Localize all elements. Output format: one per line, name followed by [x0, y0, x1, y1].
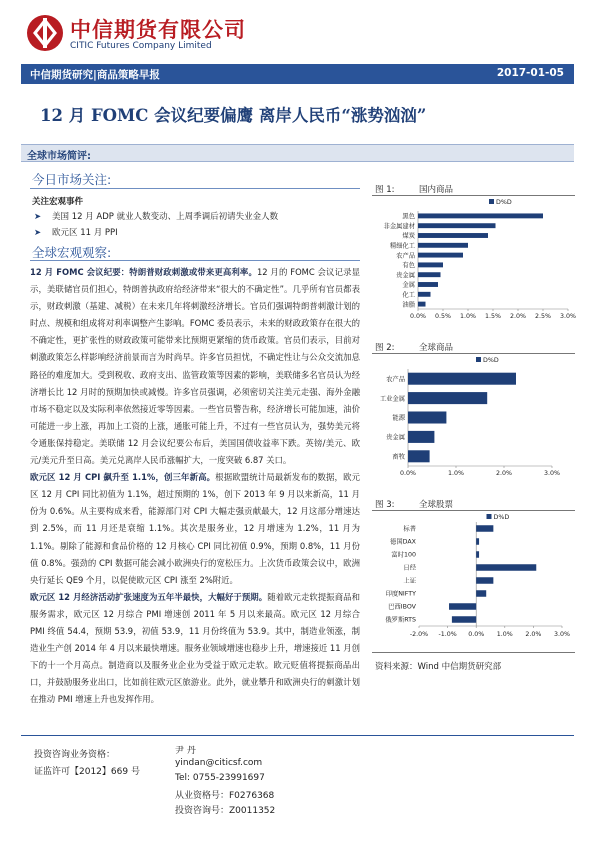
- bar: [408, 373, 516, 385]
- legend-swatch: [489, 199, 494, 204]
- footer-rule: [21, 735, 574, 736]
- analyst-qualification: 从业资格号：F0276368: [175, 791, 275, 801]
- bar: [476, 538, 479, 545]
- x-tick-label: 3.0%: [554, 631, 570, 638]
- category-label: 金属: [402, 281, 415, 289]
- arrow-bullet-icon: ➤: [34, 228, 42, 238]
- category-label: 化工: [402, 291, 415, 299]
- macro-paragraph: [30, 264, 360, 469]
- category-label: 有色: [402, 262, 415, 270]
- bar: [476, 564, 536, 571]
- bar: [418, 282, 438, 287]
- category-label: 贵金属: [386, 434, 405, 442]
- bar: [418, 253, 463, 258]
- footer-license: 证监许可【2012】669 号: [34, 767, 140, 777]
- paragraph-text: 随着欧元走软提振商品和服务需求，欧元区 12 月综合 PMI 增速创 2011 年 5 月以来最高。欧元区 12 月综合 PMI 终值 54.4，预期 53.9，初值 53.9，11 月份终值为 53.9。其中，制造业领涨，制造业生产创 2014 年 4 月以来最快增速。服务业领域增速也稳步上升，增速接近 11 月创下的十一个月高点。制造商以及服务业企业为受益于欧元走软。欧元贬值将提振商品出口，并鼓励服务业出口，比如前往欧元区旅游业。此外，就业攀升和欧洲央行的刺激计划在推动 PMI 增速上升也发挥作用。: [30, 591, 361, 705]
- category-label: 工业金属: [379, 395, 405, 403]
- footer-license: 投资咨询业务资格：: [34, 750, 116, 760]
- bar: [418, 223, 496, 228]
- x-tick-label: 2.5%: [535, 313, 551, 320]
- category-label: 上证: [403, 577, 416, 585]
- logo-text-cn: 中信期货有限公司: [70, 18, 246, 42]
- bar: [418, 243, 468, 248]
- figure-1-chart: [372, 197, 575, 330]
- macro-rule: [30, 260, 360, 261]
- x-tick-label: 0.0%: [468, 631, 485, 638]
- data-source: 资料来源：Wind 中信期货研究部: [375, 662, 502, 672]
- category-label: 油脂: [402, 301, 415, 309]
- category-label: 农产品: [396, 252, 415, 260]
- legend-swatch: [487, 514, 492, 519]
- banner-date: 2017-01-05: [496, 67, 564, 79]
- paragraph-lead: 欧元区 12 月 CPI 飙升至 1.1%，创三年新高。: [30, 472, 216, 483]
- paragraph-text: 12 月的 FOMC 会议记录显示，美联储官员们担心，特朗普执政府给经济带来“很大的不确定性”。几乎所有官员都表示，财政刺激（基建、减税）在未来几年将刺激经济增长。官员们强调特朗普刺激计划的时点、规模和组成将对利率调整产生影响。FOMC 委员表示，未来的财政政策存在很大的不确定性，更扩张性的财政政策可能带来比预期更紧缩的货币政策。官员们表示，目前对刺激政策怎么样影响经济前景而言为时尚早。许多官员担忧，不确定性让与公众交流加息路径的难度加大。受到税收、政府支出、监管政策等因素的影响，美联储多名官员认为经济增长比 12 月时的预期加快或减慢。许多官员强调，必须密切关注美元走强、海外金融市场不稳定以及实际利率依然接近零等因素。一些官员警告称，经济增长可能加速，油价可能进一步上涨，再加上工资的上涨，通胀可能上升，不过有一些官员认为，强势美元将令通胀保持稳定。美联储 12 月会议纪要公布后，美国国债收益率下跌。英镑/美元、欧元/美元升至日高。美元兑离岸人民币涨幅扩大，一度突破 6.87 关口。: [30, 267, 360, 466]
- category-label: 巴西IBOV: [388, 603, 416, 611]
- source-rule: [372, 652, 575, 653]
- bar: [408, 431, 434, 443]
- bar: [418, 262, 443, 267]
- figure-3-chart: [372, 512, 575, 644]
- macro-heading: 全球宏观观察:: [32, 245, 112, 260]
- bar: [408, 450, 430, 462]
- legend-label: D%D: [496, 199, 512, 206]
- focus-subheading: 关注宏观事件: [32, 197, 84, 207]
- x-tick-label: 2.0%: [525, 631, 542, 638]
- paragraph-lead: 欧元区 12 月经济活动扩张速度为五年半最快，大幅好于预期。: [30, 591, 268, 602]
- bar: [452, 616, 476, 623]
- category-label: 农产品: [386, 375, 405, 383]
- category-label: 印度NIFTY: [385, 590, 416, 598]
- x-tick-label: 1.0%: [460, 313, 476, 320]
- report-title: 12 月 FOMC 会议纪要偏鹰 离岸人民币“涨势汹汹”: [40, 106, 427, 125]
- category-label: 德国DAX: [390, 538, 416, 546]
- focus-rule: [30, 188, 360, 189]
- bar: [476, 525, 493, 532]
- category-label: 精细化工: [389, 242, 415, 250]
- category-label: 能源: [392, 414, 405, 422]
- x-tick-label: 0.0%: [400, 470, 416, 477]
- figure-2-chart: [372, 355, 575, 488]
- macro-paragraph: [30, 469, 360, 589]
- arrow-bullet-icon: ➤: [34, 212, 42, 222]
- category-label: 富时100: [391, 551, 416, 559]
- focus-item: [34, 210, 278, 222]
- category-label: 标普: [403, 525, 416, 533]
- paragraph-text: 根据欧盟统计局最新发布的数据，欧元区 12 月 CPI 同比初值为 1.1%，超过预期的 1%，创下 2013 年 9 月以来新高，11 月份为 0.6%。从主要构成来看，能源部门对 CPI 大幅走强贡献最大，12 月这部分增速达到 2.5%，而 11 月还是衰缩 1.1%。其次是服务业，12 月增速为 1.2%，11 月为 1.1%。剔除了能源和食品价格的 12 月核心 CPI 同比初值 0.9%，预期 0.8%，11 月份值 0.8%。强劲的 CPI 数据可能会减小欧洲央行的宽松压力。上次货币政策会议中，欧洲央行延长 QE9 个月，以促使欧元区 CPI 涨至 2%附近。: [30, 472, 360, 585]
- report-banner: [21, 64, 574, 84]
- bar: [476, 590, 486, 597]
- category-label: 畜牧: [392, 453, 405, 461]
- analyst-phone: Tel: 0755-23991697: [175, 773, 265, 783]
- x-tick-label: -2.0%: [409, 631, 429, 638]
- paragraph-lead: 12 月 FOMC 会议纪要：特朗普财政刺激或带来更高利率。: [30, 267, 257, 277]
- category-label: 贵金属: [396, 271, 415, 279]
- bar: [418, 292, 431, 297]
- bar: [476, 551, 479, 558]
- legend-label: D%D: [483, 357, 499, 364]
- figure-1-rule: [372, 195, 575, 196]
- x-tick-label: 0.0%: [410, 313, 426, 320]
- focus-heading: 今日市场关注:: [32, 172, 112, 187]
- x-tick-label: 2.0%: [496, 470, 512, 477]
- figure-3-label: 图 3: 全球股票: [375, 500, 454, 510]
- logo-text-en: CITIC Futures Company Limited: [70, 41, 212, 51]
- bar: [408, 392, 487, 404]
- focus-item-text: 欧元区 11 月 PPI: [52, 228, 118, 238]
- analyst-advisory-number: 投资咨询号：Z0011352: [175, 806, 276, 816]
- logo-mark-icon: [26, 14, 64, 52]
- category-label: 日经: [403, 564, 416, 572]
- x-tick-label: 2.0%: [510, 313, 526, 320]
- focus-item-text: 美国 12 月 ADP 就业人数变动、上周季调后初请失业金人数: [52, 212, 279, 222]
- category-label: 黑色: [402, 213, 415, 221]
- figure-2-label: 图 2: 全球商品: [375, 343, 454, 353]
- bar: [449, 603, 476, 610]
- company-logo: [26, 12, 246, 56]
- legend-swatch: [476, 357, 481, 362]
- x-tick-label: 1.0%: [448, 470, 464, 477]
- legend-label: D%D: [493, 514, 510, 521]
- category-label: 俄罗斯RTS: [385, 616, 416, 624]
- bar: [476, 577, 493, 584]
- macro-body: [30, 264, 360, 708]
- analyst-name: 尹 丹: [175, 746, 196, 756]
- category-label: 非金属建材: [383, 222, 415, 230]
- focus-item: [34, 226, 118, 238]
- bar: [418, 302, 426, 307]
- category-label: 煤炭: [402, 232, 415, 240]
- macro-paragraph: [30, 589, 360, 709]
- x-tick-label: 1.0%: [496, 631, 513, 638]
- figure-3-rule: [372, 510, 575, 511]
- x-tick-label: 0.5%: [435, 313, 451, 320]
- banner-series: 中信期货研究|商品策略早报: [30, 69, 160, 81]
- x-tick-label: -1.0%: [438, 631, 457, 638]
- section-title: 全球市场简评:: [27, 151, 91, 162]
- x-tick-label: 3.0%: [560, 313, 576, 320]
- bar: [418, 213, 543, 218]
- bar: [418, 272, 441, 277]
- figure-2-rule: [372, 353, 575, 354]
- section-header: [21, 144, 574, 162]
- bar: [418, 233, 488, 238]
- analyst-email[interactable]: yindan@citicsf.com: [175, 758, 263, 768]
- figure-1-label: 图 1: 国内商品: [375, 185, 454, 195]
- x-tick-label: 3.0%: [544, 470, 560, 477]
- bar: [408, 411, 446, 423]
- x-tick-label: 1.5%: [485, 313, 501, 320]
